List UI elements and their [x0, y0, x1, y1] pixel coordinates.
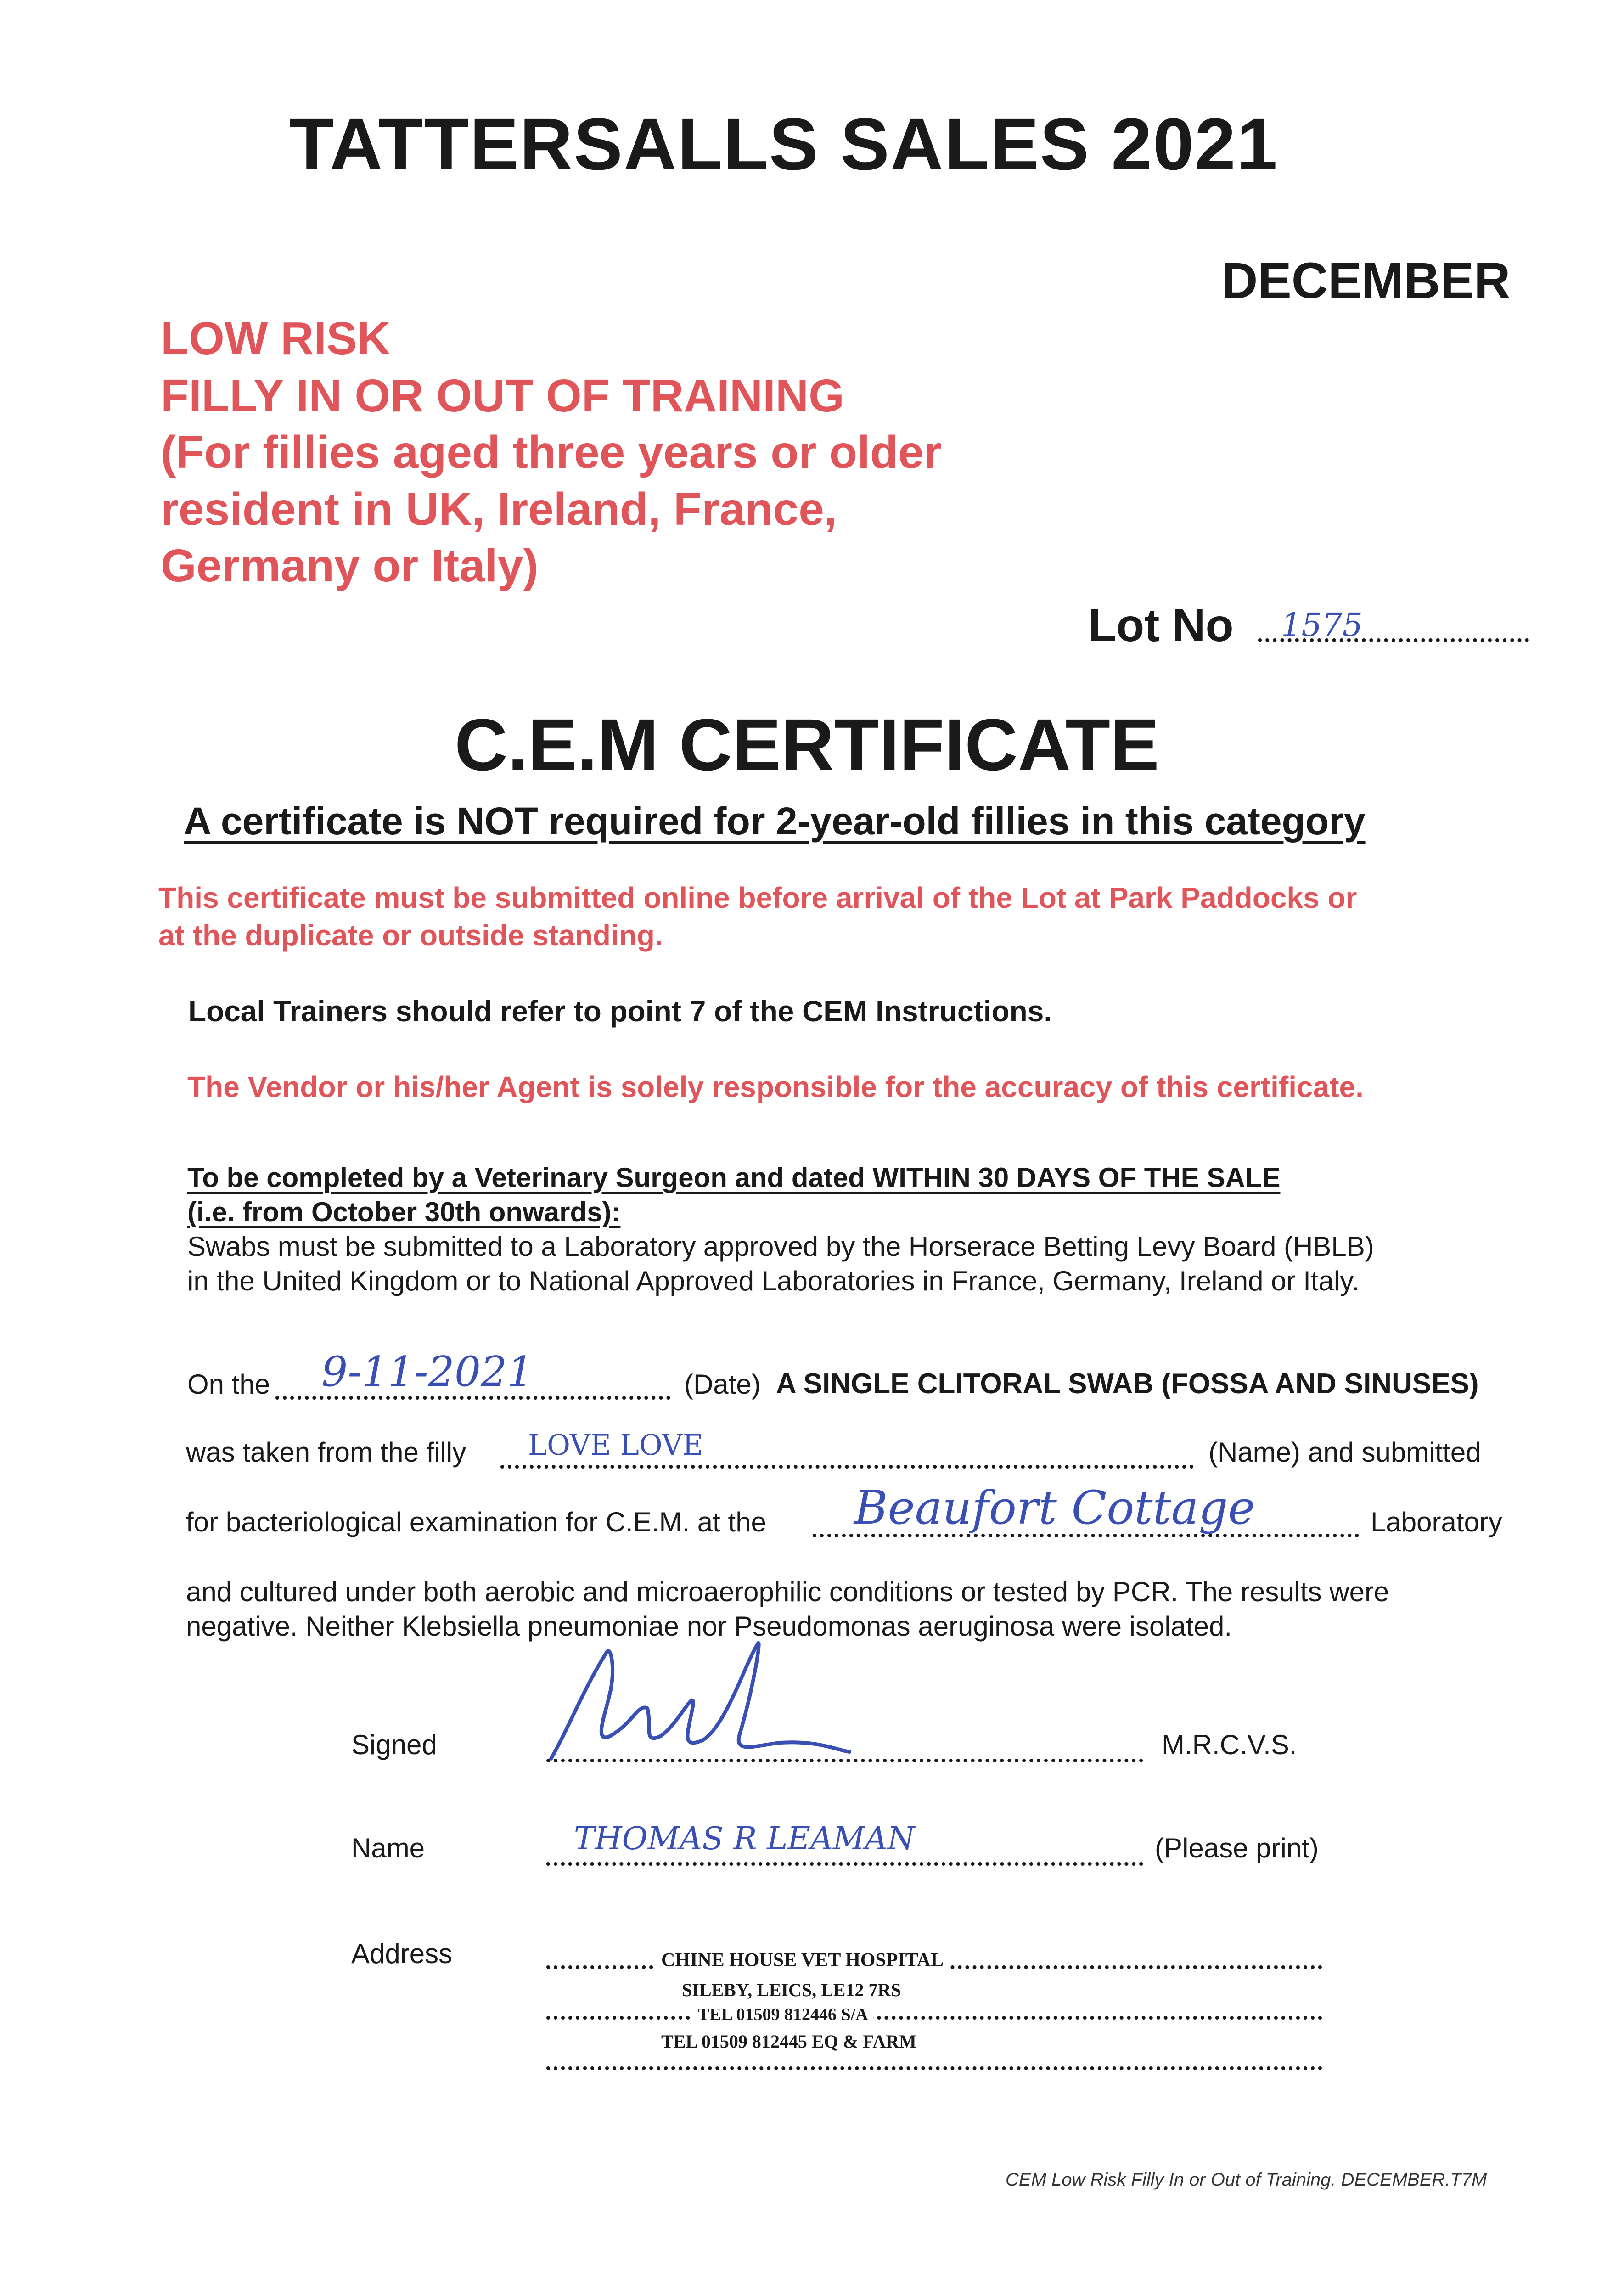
- swab-instructions: in the United Kingdom or to National Approved Laboratories in France, Germany, Ireland or Italy.: [187, 1266, 1360, 1296]
- lot-number[interactable]: 1575: [1281, 606, 1363, 644]
- for-exam-label: for bacteriological examination for C.E.M. at the: [186, 1507, 766, 1537]
- results-statement: and cultured under both aerobic and microaerophilic conditions or tested by PCR. The results were: [186, 1576, 1389, 1607]
- results-statement: negative. Neither Klebsiella pneumoniae nor Pseudomonas aeruginosa were isolated.: [186, 1611, 1232, 1642]
- local-trainers-note: Local Trainers should refer to point 7 of the CEM Instructions.: [188, 995, 1052, 1028]
- laboratory-label: Laboratory: [1371, 1507, 1502, 1537]
- swab-type: A SINGLE CLITORAL SWAB (FOSSA AND SINUSES): [776, 1368, 1479, 1400]
- submission-note: at the duplicate or outside standing.: [158, 919, 663, 952]
- category-line: Germany or Italy): [161, 540, 539, 591]
- page-title: TATTERSALLS SALES 2021: [289, 103, 1278, 185]
- stamp-line: TEL 01509 812446 S/A: [693, 2004, 873, 2025]
- mrcvs-label: M.R.C.V.S.: [1162, 1729, 1297, 1760]
- vendor-note: The Vendor or his/her Agent is solely responsible for the accuracy of this certificate.: [187, 1070, 1364, 1103]
- category-line: resident in UK, Ireland, France,: [161, 484, 837, 535]
- address-dots-3: [546, 2066, 1322, 2070]
- footer-reference: CEM Low Risk Filly In or Out of Training. DECEMBER.T7M: [1006, 2170, 1487, 2190]
- submission-note: This certificate must be submitted online before arrival of the Lot at Park Paddocks or: [158, 881, 1357, 914]
- category-line: FILLY IN OR OUT OF TRAINING: [161, 370, 844, 422]
- category-line: LOW RISK: [161, 313, 390, 364]
- taken-from-label: was taken from the filly: [186, 1437, 466, 1468]
- name-dots: [546, 1862, 1143, 1866]
- vet-name-field[interactable]: THOMAS R LEAMAN: [574, 1821, 915, 1857]
- address-dots-2: [546, 2016, 1322, 2020]
- date-dots: [275, 1396, 670, 1400]
- name-submitted-label: (Name) and submitted: [1208, 1437, 1481, 1468]
- signed-label: Signed: [351, 1729, 437, 1760]
- stamp-line: SILEBY, LEICS, LE12 7RS: [682, 1980, 901, 2000]
- category-line: (For fillies aged three years or older: [161, 427, 942, 478]
- certificate-title: C.E.M CERTIFICATE: [455, 703, 1159, 786]
- instructions-heading: To be completed by a Veterinary Surgeon and dated WITHIN 30 DAYS OF THE SALE: [187, 1162, 1281, 1193]
- instructions-heading: (i.e. from October 30th onwards):: [187, 1197, 621, 1227]
- swab-instructions: Swabs must be submitted to a Laboratory approved by the Horserace Betting Levy Board (HBLB): [187, 1231, 1374, 1262]
- stamp-line: TEL 01509 812445 EQ & FARM: [661, 2031, 916, 2052]
- filly-name-field[interactable]: LOVE LOVE: [528, 1428, 703, 1462]
- signature-mark[interactable]: [542, 1635, 863, 1768]
- date-label: (Date): [684, 1369, 761, 1400]
- filly-name-dots: [500, 1465, 1194, 1469]
- on-the-label: On the: [187, 1369, 270, 1400]
- lot-label: Lot No: [1088, 600, 1234, 651]
- certificate-subtitle: A certificate is NOT required for 2-year-old fillies in this category: [184, 799, 1366, 843]
- sale-month: DECEMBER: [1221, 253, 1511, 309]
- address-label: Address: [351, 1938, 453, 1969]
- name-label: Name: [351, 1833, 425, 1863]
- date-field[interactable]: 9-11-2021: [321, 1348, 534, 1396]
- laboratory-field[interactable]: Beaufort Cottage: [854, 1481, 1255, 1535]
- stamp-line: CHINE HOUSE VET HOSPITAL: [657, 1949, 948, 1971]
- please-print-label: (Please print): [1155, 1833, 1319, 1863]
